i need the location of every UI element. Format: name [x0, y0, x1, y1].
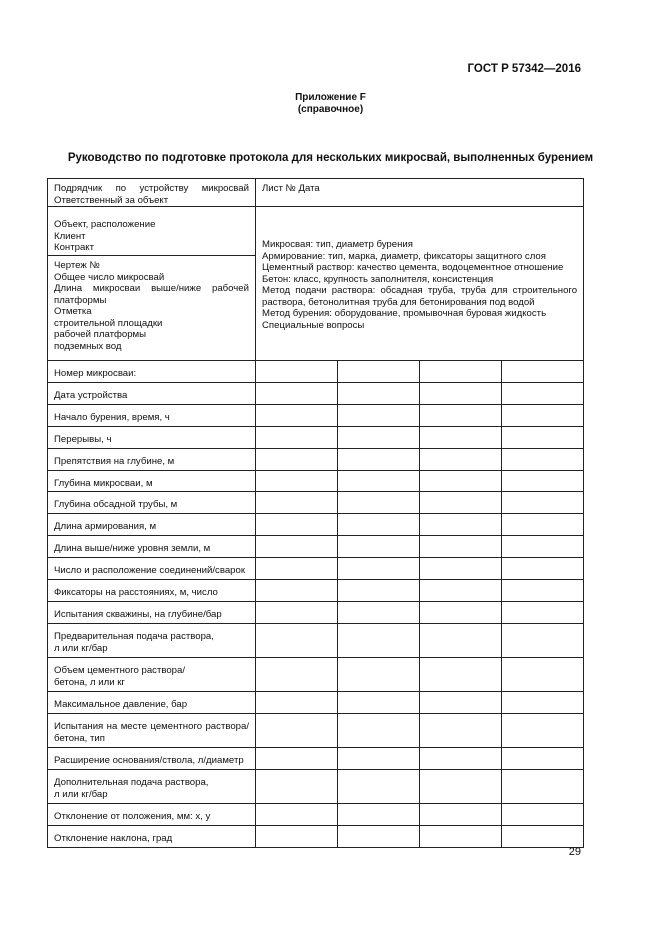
- entry-cell[interactable]: [502, 580, 584, 602]
- entry-cell[interactable]: [502, 770, 584, 804]
- entry-cell[interactable]: [256, 714, 338, 748]
- entry-cell[interactable]: [256, 580, 338, 602]
- entry-cell[interactable]: [502, 826, 584, 848]
- entry-cell[interactable]: [502, 602, 584, 624]
- entry-cell[interactable]: [502, 492, 584, 514]
- entry-cell[interactable]: [256, 361, 338, 383]
- entry-cell[interactable]: [256, 558, 338, 580]
- entry-cell[interactable]: [338, 405, 420, 427]
- entry-cell[interactable]: [502, 383, 584, 405]
- entry-cell[interactable]: [420, 361, 502, 383]
- entry-cell[interactable]: [502, 692, 584, 714]
- object-cell: Объект, расположение Клиент Контракт: [48, 207, 256, 256]
- appendix-subtitle: (справочное): [297, 104, 364, 115]
- entry-cell[interactable]: [420, 748, 502, 770]
- entry-cell[interactable]: [502, 558, 584, 580]
- sheet-date-cell: Лист № Дата: [256, 179, 584, 207]
- entry-cell[interactable]: [338, 536, 420, 558]
- table-row-label: Отклонение наклона, град: [48, 826, 256, 848]
- entry-cell[interactable]: [256, 383, 338, 405]
- table-row-label: Максимальное давление, бар: [48, 692, 256, 714]
- entry-cell[interactable]: [338, 558, 420, 580]
- entry-cell[interactable]: [502, 361, 584, 383]
- entry-cell[interactable]: [502, 471, 584, 492]
- entry-cell[interactable]: [420, 558, 502, 580]
- entry-cell[interactable]: [502, 427, 584, 449]
- entry-cell[interactable]: [256, 658, 338, 692]
- entry-cell[interactable]: [502, 714, 584, 748]
- entry-cell[interactable]: [338, 658, 420, 692]
- entry-cell[interactable]: [420, 405, 502, 427]
- entry-cell[interactable]: [338, 748, 420, 770]
- entry-cell[interactable]: [338, 361, 420, 383]
- entry-cell[interactable]: [420, 536, 502, 558]
- appendix-heading: [0, 92, 661, 116]
- entry-cell[interactable]: [338, 804, 420, 826]
- entry-cell[interactable]: [256, 471, 338, 492]
- table-row-label: Перерывы, ч: [48, 427, 256, 449]
- table-row-label: Дополнительная подача раствора, л или кг/бар: [48, 770, 256, 804]
- table-row-label: Предварительная подача раствора, л или кг/бар: [48, 624, 256, 658]
- entry-cell[interactable]: [256, 492, 338, 514]
- table-row-label: Начало бурения, время, ч: [48, 405, 256, 427]
- entry-cell[interactable]: [338, 770, 420, 804]
- entry-cell[interactable]: [338, 580, 420, 602]
- entry-cell[interactable]: [502, 405, 584, 427]
- entry-cell[interactable]: [420, 514, 502, 536]
- entry-cell[interactable]: [420, 449, 502, 471]
- entry-cell[interactable]: [256, 692, 338, 714]
- entry-cell[interactable]: [256, 804, 338, 826]
- table-row-label: Число и расположение соединений/сварок: [48, 558, 256, 580]
- entry-cell[interactable]: [256, 405, 338, 427]
- entry-cell[interactable]: [420, 826, 502, 848]
- contractor-cell: Подрядчик по устройству микросвай Ответственный за объект: [48, 179, 256, 207]
- entry-cell[interactable]: [256, 427, 338, 449]
- entry-cell[interactable]: [338, 449, 420, 471]
- entry-cell[interactable]: [420, 492, 502, 514]
- entry-cell[interactable]: [420, 770, 502, 804]
- entry-cell[interactable]: [338, 624, 420, 658]
- entry-cell[interactable]: [502, 658, 584, 692]
- table-row-label: Дата устройства: [48, 383, 256, 405]
- entry-cell[interactable]: [502, 748, 584, 770]
- entry-cell[interactable]: [420, 427, 502, 449]
- entry-cell[interactable]: [420, 658, 502, 692]
- entry-cell[interactable]: [420, 624, 502, 658]
- entry-cell[interactable]: [256, 602, 338, 624]
- table-row-label: Номер микросваи:: [48, 361, 256, 383]
- entry-cell[interactable]: [338, 383, 420, 405]
- table-row-label: Глубина микросваи, м: [48, 471, 256, 492]
- entry-cell[interactable]: [502, 514, 584, 536]
- entry-cell[interactable]: [338, 471, 420, 492]
- entry-cell[interactable]: [338, 602, 420, 624]
- table-row-label: Испытания скважины, на глубине/бар: [48, 602, 256, 624]
- entry-cell[interactable]: [502, 624, 584, 658]
- standard-number: ГОСТ Р 57342—2016: [467, 63, 581, 75]
- table-row-label: Фиксаторы на расстояниях, м, число: [48, 580, 256, 602]
- entry-cell[interactable]: [502, 449, 584, 471]
- entry-cell[interactable]: [338, 826, 420, 848]
- entry-cell[interactable]: [256, 770, 338, 804]
- entry-cell[interactable]: [420, 602, 502, 624]
- entry-cell[interactable]: [338, 514, 420, 536]
- entry-cell[interactable]: [256, 536, 338, 558]
- entry-cell[interactable]: [502, 804, 584, 826]
- document-title: Руководство по подготовке протокола для нескольких микросвай, выполненных бурением: [67, 152, 594, 164]
- page-number: 29: [568, 846, 581, 858]
- drawing-cell: Чертеж № Общее число микросвай Длина микросваи выше/ниже рабочей платформы Отметка строительной площадки рабочей платформы подземных вод: [48, 256, 256, 361]
- entry-cell[interactable]: [338, 427, 420, 449]
- entry-cell[interactable]: [256, 624, 338, 658]
- table-row-label: Испытания на месте цементного раствора/бетона, тип: [48, 714, 256, 748]
- table-row-label: Объем цементного раствора/бетона, л или кг: [48, 658, 256, 692]
- entry-cell[interactable]: [502, 536, 584, 558]
- table-row-label: Расширение основания/ствола, л/диаметр: [48, 748, 256, 770]
- description-cell: Микросвая: тип, диаметр бурения Армирование: тип, марка, диаметр, фиксаторы защитного слоя Цементный раствор: качество цемента, водоцементное отношение Бетон: класс, крупность заполнителя, консистенция Метод подачи раствора: обсадная труба, труба для строительного раствора, бетонолитная труба для бетонирования под водой Метод бурения: оборудование, промывочная буровая жидкость Специальные вопросы: [256, 207, 584, 361]
- table-row-label: Отклонение от положения, мм: x, y: [48, 804, 256, 826]
- entry-cell[interactable]: [420, 804, 502, 826]
- entry-cell[interactable]: [420, 580, 502, 602]
- entry-cell[interactable]: [338, 492, 420, 514]
- table-row-label: Глубина обсадной трубы, м: [48, 492, 256, 514]
- entry-cell[interactable]: [420, 714, 502, 748]
- table-row-label: Препятствия на глубине, м: [48, 449, 256, 471]
- protocol-table: [47, 178, 584, 848]
- table-row-label: Длина армирования, м: [48, 514, 256, 536]
- table-row-label: Длина выше/ниже уровня земли, м: [48, 536, 256, 558]
- appendix-title: Приложение F: [295, 92, 366, 103]
- entry-cell[interactable]: [256, 826, 338, 848]
- entry-cell[interactable]: [256, 748, 338, 770]
- entry-cell[interactable]: [338, 692, 420, 714]
- entry-cell[interactable]: [420, 383, 502, 405]
- entry-cell[interactable]: [256, 449, 338, 471]
- entry-cell[interactable]: [420, 692, 502, 714]
- entry-cell[interactable]: [256, 514, 338, 536]
- entry-cell[interactable]: [338, 714, 420, 748]
- entry-cell[interactable]: [420, 471, 502, 492]
